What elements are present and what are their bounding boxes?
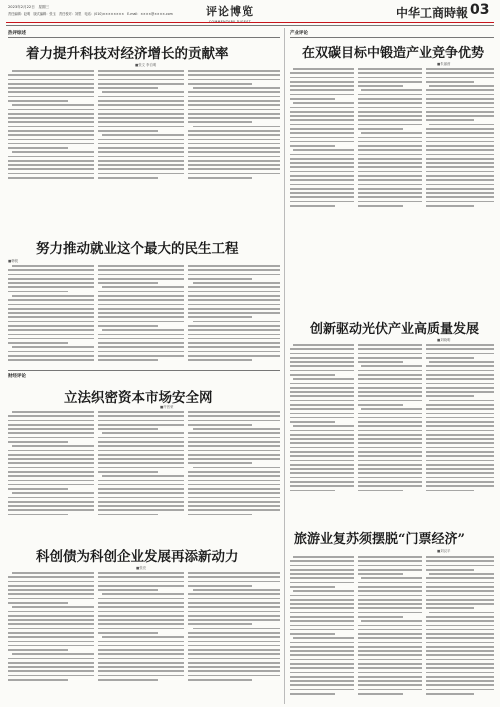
header-date: 2023年2月22日 星期三 — [8, 5, 50, 9]
article-title: 在双碳目标中锻造产业竞争优势 — [302, 46, 485, 61]
article-byline: ■刘晓明 — [437, 338, 451, 342]
article-body — [98, 265, 184, 363]
section-title-cn: 评论博览 — [206, 5, 254, 18]
header-editor-line: 责任编辑：赵明 版式编辑：张玉 责任校对：刘思 电话：(010)×××××××× E-mail：××××@××××.com — [8, 12, 173, 16]
paper-name: 中华工商時報 — [396, 6, 469, 20]
article-body — [98, 70, 184, 181]
article-body — [426, 344, 494, 494]
header-thin-rule — [6, 25, 494, 26]
article-body — [8, 411, 94, 518]
article-body — [188, 265, 280, 363]
article-byline: ■许晋荣 — [160, 405, 174, 409]
article-body — [358, 344, 422, 494]
article-title: 努力推动就业这个最大的民生工程 — [36, 241, 239, 257]
article-byline: ■朱丽茵 — [437, 62, 451, 66]
article-body — [290, 68, 354, 209]
article-body — [188, 411, 280, 518]
article-body — [358, 556, 422, 697]
article-body — [98, 572, 184, 683]
article-body — [290, 344, 354, 494]
page-number: 03 — [470, 2, 490, 18]
article-body — [426, 556, 494, 697]
section-rule — [290, 37, 494, 38]
article-byline: ■张文 李自明 — [135, 63, 157, 67]
article-title: 立法织密资本市场安全网 — [64, 390, 213, 406]
section-label-finance: 财经评论 — [8, 374, 26, 379]
article-title: 科创债为科创企业发展再添新动力 — [36, 549, 239, 565]
header-red-rule — [6, 22, 494, 23]
article-body — [290, 556, 354, 697]
section-rule — [8, 37, 280, 38]
column-divider — [284, 28, 285, 704]
article-body — [188, 70, 280, 181]
article-body — [188, 572, 280, 683]
article-byline: ■刘汉平 — [437, 549, 451, 553]
article-title: 旅游业复苏须摆脱“门票经济” — [294, 532, 465, 547]
article-body — [426, 68, 494, 209]
article-body — [8, 265, 94, 363]
section-label-industry: 产业评论 — [290, 31, 308, 36]
article-byline: ■张亮 — [136, 566, 146, 570]
article-body — [8, 70, 94, 181]
section-title — [192, 3, 268, 24]
article-title: 创新驱动光伏产业高质量发展 — [310, 322, 480, 337]
article-byline: ■韩锐 — [8, 259, 18, 263]
article-body — [8, 572, 94, 683]
section-label-hot: 热评综述 — [8, 31, 26, 36]
article-title: 着力提升科技对经济增长的贡献率 — [26, 46, 229, 62]
section-rule — [8, 370, 280, 371]
article-body — [98, 411, 184, 518]
article-body — [358, 68, 422, 209]
